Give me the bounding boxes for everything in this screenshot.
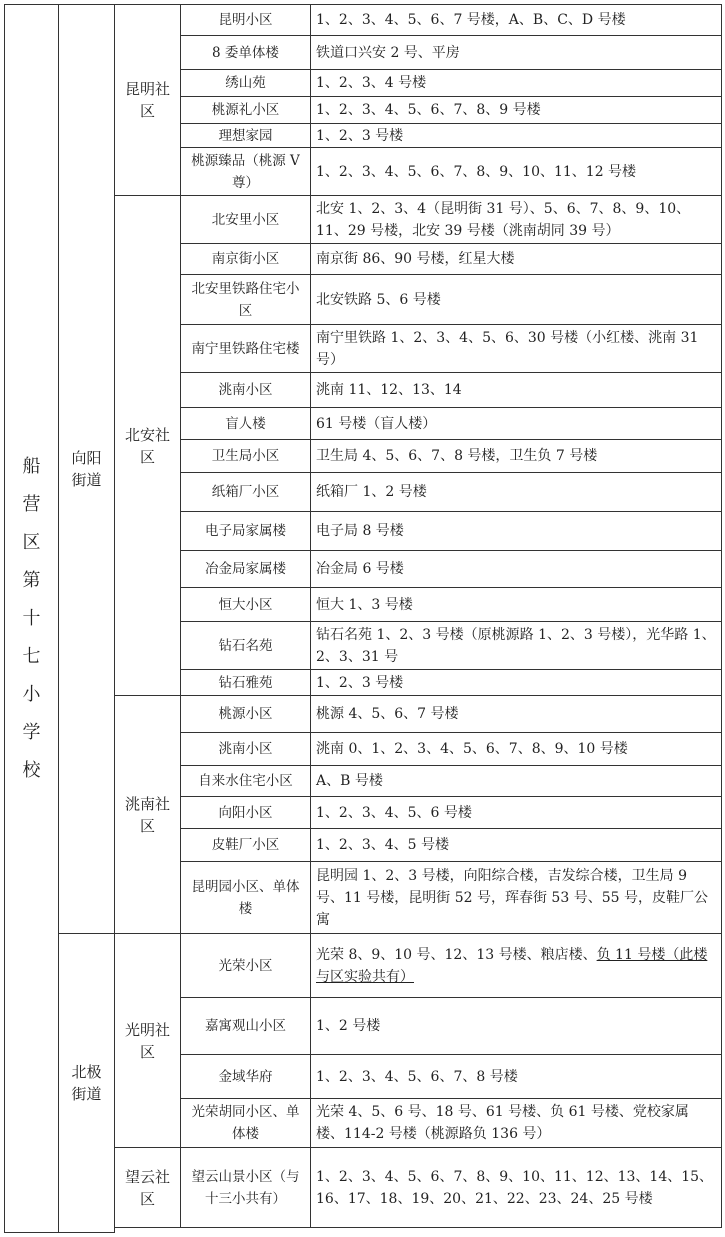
buildings-cell: 昆明园 1、2、3 号楼，向阳综合楼，吉发综合楼，卫生局 9 号、11 号楼，昆明街 52 号，珲春街 53 号、55 号，皮鞋厂公寓 — [311, 862, 722, 934]
table-row — [5, 934, 722, 998]
area-cell: 光荣小区 — [181, 934, 311, 998]
buildings-cell: 洮南 11、12、13、14 — [311, 373, 722, 408]
area-cell: 卫生局小区 — [181, 440, 311, 473]
buildings-cell: A、B 号楼 — [311, 766, 722, 797]
area-cell: 北安里小区 — [181, 196, 311, 244]
area-cell: 8 委单体楼 — [181, 36, 311, 70]
table-row — [5, 5, 722, 36]
area-cell: 绣山苑 — [181, 70, 311, 97]
school-name: 船营区第十七小学校 — [22, 455, 41, 781]
buildings-cell — [311, 934, 722, 998]
community-cell: 昆明社区 — [115, 5, 181, 196]
area-cell: 理想家园 — [181, 124, 311, 148]
community-cell: 望云社区 — [115, 1148, 181, 1228]
buildings-cell: 1、2、3、4、5、6、7、8、9、10、11、12、13、14、15、16、17、18、19、20、21、22、23、24、25 号楼 — [311, 1148, 722, 1228]
buildings-cell: 洮南 0、1、2、3、4、5、6、7、8、9、10 号楼 — [311, 733, 722, 766]
area-cell: 昆明小区 — [181, 5, 311, 36]
buildings-cell: 1、2 号楼 — [311, 998, 722, 1055]
area-cell: 纸箱厂小区 — [181, 473, 311, 512]
area-cell: 嘉寓观山小区 — [181, 998, 311, 1055]
area-cell: 电子局家属楼 — [181, 512, 311, 551]
buildings-text: 光荣 8、9、10 号、12、13 号楼、粮店楼、 — [316, 946, 597, 963]
area-cell: 望云山景小区（与十三小共有） — [181, 1148, 311, 1228]
buildings-cell: 1、2、3、4 号楼 — [311, 70, 722, 97]
buildings-cell: 光荣 4、5、6 号、18 号、61 号楼、负 61 号楼、党校家属楼、114-2 号楼（桃源路负 136 号） — [311, 1099, 722, 1148]
buildings-cell: 北安 1、2、3、4（昆明街 31 号）、5、6、7、8、9、10、11、29 号楼，北安 39 号楼（洮南胡同 39 号） — [311, 196, 722, 244]
area-cell: 向阳小区 — [181, 797, 311, 829]
shared-building-note: 负 11 号楼（此楼与区实验共有） — [316, 946, 708, 985]
area-cell: 北安里铁路住宅小区 — [181, 275, 311, 325]
area-cell: 皮鞋厂小区 — [181, 829, 311, 862]
buildings-cell: 1、2、3、4、5、6、7 号楼，A、B、C、D 号楼 — [311, 5, 722, 36]
area-cell: 自来水住宅小区 — [181, 766, 311, 797]
buildings-cell: 1、2、3 号楼 — [311, 124, 722, 148]
area-cell: 桃源小区 — [181, 696, 311, 733]
area-cell: 钻石名苑 — [181, 622, 311, 670]
buildings-cell: 卫生局 4、5、6、7、8 号楼，卫生负 7 号楼 — [311, 440, 722, 473]
street-cell: 北极街道 — [59, 934, 115, 1233]
school-district-table — [4, 4, 722, 1233]
buildings-cell: 纸箱厂 1、2 号楼 — [311, 473, 722, 512]
area-cell: 南宁里铁路住宅楼 — [181, 325, 311, 373]
buildings-cell: 恒大 1、3 号楼 — [311, 588, 722, 622]
buildings-cell: 南京街 86、90 号楼，红星大楼 — [311, 244, 722, 275]
area-cell: 金域华府 — [181, 1055, 311, 1099]
school-name-cell — [5, 5, 59, 1233]
buildings-cell: 铁道口兴安 2 号、平房 — [311, 36, 722, 70]
buildings-cell: 1、2、3、4、5、6、7、8、9 号楼 — [311, 97, 722, 124]
buildings-cell: 桃源 4、5、6、7 号楼 — [311, 696, 722, 733]
community-cell: 光明社区 — [115, 934, 181, 1148]
area-cell: 洮南小区 — [181, 733, 311, 766]
buildings-cell: 1、2、3、4、5 号楼 — [311, 829, 722, 862]
buildings-cell: 1、2、3、4、5、6、7、8、9、10、11、12 号楼 — [311, 148, 722, 196]
buildings-cell: 1、2、3、4、5、6、7、8 号楼 — [311, 1055, 722, 1099]
community-cell: 北安社区 — [115, 196, 181, 696]
area-cell: 盲人楼 — [181, 408, 311, 440]
area-cell: 桃源礼小区 — [181, 97, 311, 124]
area-cell: 钻石雅苑 — [181, 670, 311, 696]
area-cell: 昆明园小区、单体楼 — [181, 862, 311, 934]
buildings-cell: 1、2、3、4、5、6 号楼 — [311, 797, 722, 829]
area-cell: 冶金局家属楼 — [181, 551, 311, 588]
buildings-cell: 南宁里铁路 1、2、3、4、5、6、30 号楼（小红楼、洮南 31 号） — [311, 325, 722, 373]
buildings-cell: 冶金局 6 号楼 — [311, 551, 722, 588]
street-cell: 向阳街道 — [59, 5, 115, 934]
area-cell: 恒大小区 — [181, 588, 311, 622]
community-cell: 洮南社区 — [115, 696, 181, 934]
buildings-cell: 钻石名苑 1、2、3 号楼（原桃源路 1、2、3 号楼），光华路 1、2、3、31 号 — [311, 622, 722, 670]
area-cell: 洮南小区 — [181, 373, 311, 408]
buildings-cell: 北安铁路 5、6 号楼 — [311, 275, 722, 325]
buildings-cell: 电子局 8 号楼 — [311, 512, 722, 551]
buildings-cell: 1、2、3 号楼 — [311, 670, 722, 696]
area-cell: 桃源臻品（桃源 V 尊） — [181, 148, 311, 196]
area-cell: 南京街小区 — [181, 244, 311, 275]
area-cell: 光荣胡同小区、单体楼 — [181, 1099, 311, 1148]
buildings-cell: 61 号楼（盲人楼） — [311, 408, 722, 440]
